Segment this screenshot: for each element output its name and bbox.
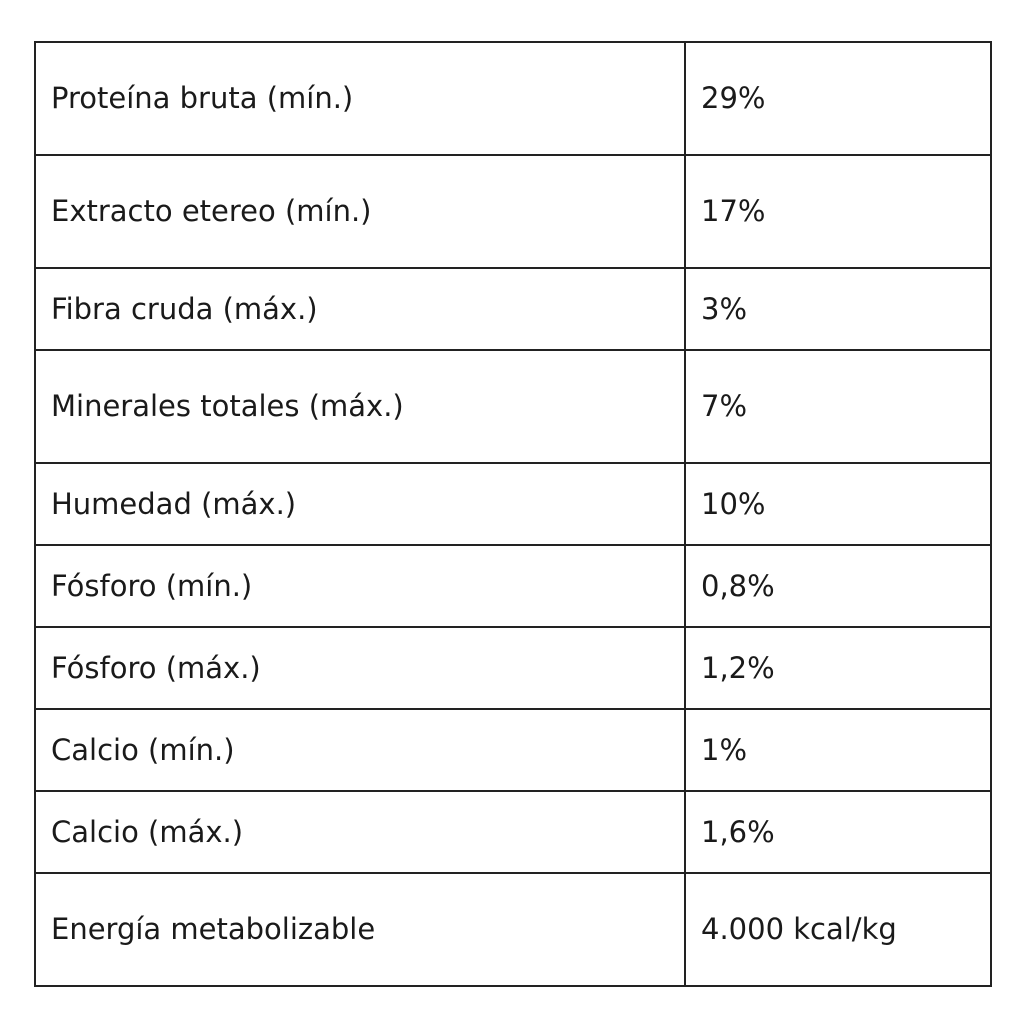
table-row <box>35 873 991 986</box>
nutrient-label: Calcio (máx.) <box>35 791 685 873</box>
nutrient-value: 1% <box>685 709 991 791</box>
nutrition-table <box>34 41 992 987</box>
nutrient-label: Humedad (máx.) <box>35 463 685 545</box>
nutrient-label: Calcio (mín.) <box>35 709 685 791</box>
table-row <box>35 627 991 709</box>
table-row <box>35 42 991 155</box>
nutrient-value: 0,8% <box>685 545 991 627</box>
table-row <box>35 463 991 545</box>
table-row <box>35 350 991 463</box>
table-row <box>35 545 991 627</box>
nutrient-value: 17% <box>685 155 991 268</box>
nutrient-label: Fósforo (mín.) <box>35 545 685 627</box>
nutrient-value: 1,2% <box>685 627 991 709</box>
nutrient-label: Energía metabolizable <box>35 873 685 986</box>
nutrient-label: Extracto etereo (mín.) <box>35 155 685 268</box>
nutrient-value: 7% <box>685 350 991 463</box>
nutrient-value: 29% <box>685 42 991 155</box>
nutrient-value: 1,6% <box>685 791 991 873</box>
table-row <box>35 268 991 350</box>
nutrient-label: Proteína bruta (mín.) <box>35 42 685 155</box>
nutrient-value: 10% <box>685 463 991 545</box>
table-row <box>35 155 991 268</box>
nutrient-label: Minerales totales (máx.) <box>35 350 685 463</box>
table-row <box>35 709 991 791</box>
nutrient-value: 3% <box>685 268 991 350</box>
nutrient-label: Fósforo (máx.) <box>35 627 685 709</box>
nutrient-label: Fibra cruda (máx.) <box>35 268 685 350</box>
nutrient-value: 4.000 kcal/kg <box>685 873 991 986</box>
table-row <box>35 791 991 873</box>
